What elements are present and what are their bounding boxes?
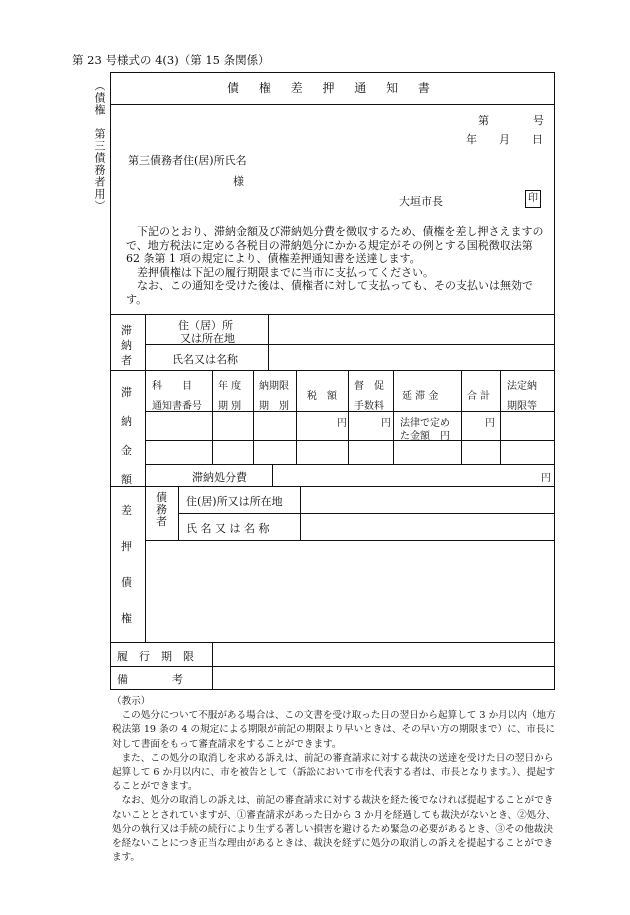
instructions-paragraph: また、この処分の取消しを求める訴えは、前記の審査請求に対する裁決の送達を受けた日の翌日から起算して 6 か月以内に、市を被告として（訴訟において市を代表する者は、市長となります。）、提起することができます。 <box>112 752 556 793</box>
col-legal-2: 期限等 <box>507 401 537 412</box>
divider <box>145 370 146 486</box>
col-year: 年 度 <box>218 381 242 392</box>
body-paragraph: 下記のとおり、滞納金額及び滞納処分費を徴収するため、債権を差し押さえますので、地方税法に定める各税目の滞納処分にかかる規定がその例とする国税徴収法第 62 条第 1 項の規定により、債権差押通知書を送達します。 <box>126 225 544 266</box>
instructions-paragraph: なお、処分の取消しの訴えは、前記の審査請求に対する裁決を経た後でなければ提起することができないこととされていますが、①審査請求があった日から 3 か月を経過しても裁決がないとき、②処分、処分の執行又は手続の続行により生ずる著しい損害を避けるため緊急の必要があるとき、③その他裁決を経ないことにつき正当な理由があるときは、裁決を経ずに処分の取消しの訴えを提起することができます。 <box>112 795 556 864</box>
col-due: 納期限 <box>259 381 289 392</box>
col-legal: 法定納 <box>507 381 537 392</box>
debtor-name-label: 氏 名 又 は 名 称 <box>186 522 270 535</box>
seal-box: 印 <box>525 190 541 208</box>
divider <box>145 314 146 370</box>
body-text <box>126 225 546 307</box>
divider <box>212 642 213 690</box>
col-total: 合 計 <box>467 391 491 402</box>
name-label: 氏名又は名称 <box>172 353 238 366</box>
recipient-label: 第三債務者住(居)所氏名 <box>128 154 247 167</box>
address-label-1: 住（居）所 <box>178 319 233 332</box>
issuer-name: 大垣市長 <box>399 195 443 208</box>
divider <box>145 440 555 441</box>
divider <box>145 486 146 642</box>
honorific: 様 <box>233 175 244 188</box>
tax-unit: 円 <box>337 418 347 429</box>
divider <box>212 370 213 464</box>
debtor-label: 債務者 <box>156 491 167 528</box>
instructions <box>112 695 557 865</box>
divider <box>268 314 269 370</box>
remarks-label: 備 考 <box>117 673 183 686</box>
divider <box>393 370 394 464</box>
address-label-2: 又は所在地 <box>180 332 235 345</box>
instructions-paragraph: この処分について不服がある場合は、この文書を受け取った日の翌日から起算して 3 か月以内（地方税法第 19 条の 4 の規定による期限が前記の期限より早いときは、その早い方の期限まで）に、市長に対して書面をもって審査請求をすることができます。 <box>112 710 556 750</box>
col-fee: 督 促 <box>354 381 384 392</box>
divider <box>145 540 555 541</box>
divider <box>110 486 555 487</box>
col-late: 延 滞 金 <box>402 391 439 402</box>
divider <box>110 370 555 371</box>
col-year-period: 期 別 <box>218 401 242 412</box>
col-tax: 税 額 <box>307 391 337 402</box>
document-title: 債 権 差 押 通 知 書 <box>110 72 555 105</box>
due-label: 履 行 期 限 <box>117 650 194 663</box>
divider <box>145 464 555 465</box>
process-fee-label: 滞納処分費 <box>192 471 247 484</box>
divider <box>461 370 462 464</box>
side-label: （債権 第三債務者用） <box>93 80 106 212</box>
divider <box>145 411 555 412</box>
divider <box>272 464 273 486</box>
divider <box>110 666 555 667</box>
divider <box>110 314 555 315</box>
divider <box>178 513 555 514</box>
seized-label: 差押債権 <box>121 504 132 625</box>
divider <box>110 642 555 643</box>
divider <box>500 370 501 464</box>
col-item: 科 目 <box>152 381 192 392</box>
form-number: 第 23 号様式の 4(3)（第 15 条関係） <box>72 53 270 67</box>
instructions-heading: （教示） <box>112 696 151 707</box>
late-note-1: 法律で定め <box>400 418 450 429</box>
col-notice-no: 通知書番号 <box>152 401 202 412</box>
delinquent-label: 滞納者 <box>121 324 132 367</box>
body-paragraph: なお、この通知を受けた後は、債権者に対して支払っても、その支払いは無効です。 <box>126 279 533 306</box>
divider <box>296 370 297 464</box>
total-unit: 円 <box>485 418 495 429</box>
col-due-period: 期 別 <box>259 401 289 412</box>
col-fee-2: 手数料 <box>354 401 384 412</box>
debtor-address-label: 住(居)所又は所在地 <box>186 495 283 508</box>
date-label: 年 月 日 <box>466 133 543 146</box>
process-fee-unit: 円 <box>541 473 551 484</box>
divider <box>348 370 349 464</box>
divider <box>253 370 254 464</box>
fee-unit: 円 <box>381 418 391 429</box>
body-paragraph: 差押債権は下記の履行期限までに当市に支払ってください。 <box>126 265 434 279</box>
late-note-2: た金額 円 <box>400 431 450 442</box>
amount-label: 滞納金額 <box>121 386 132 486</box>
number-label: 第 号 <box>478 114 544 127</box>
